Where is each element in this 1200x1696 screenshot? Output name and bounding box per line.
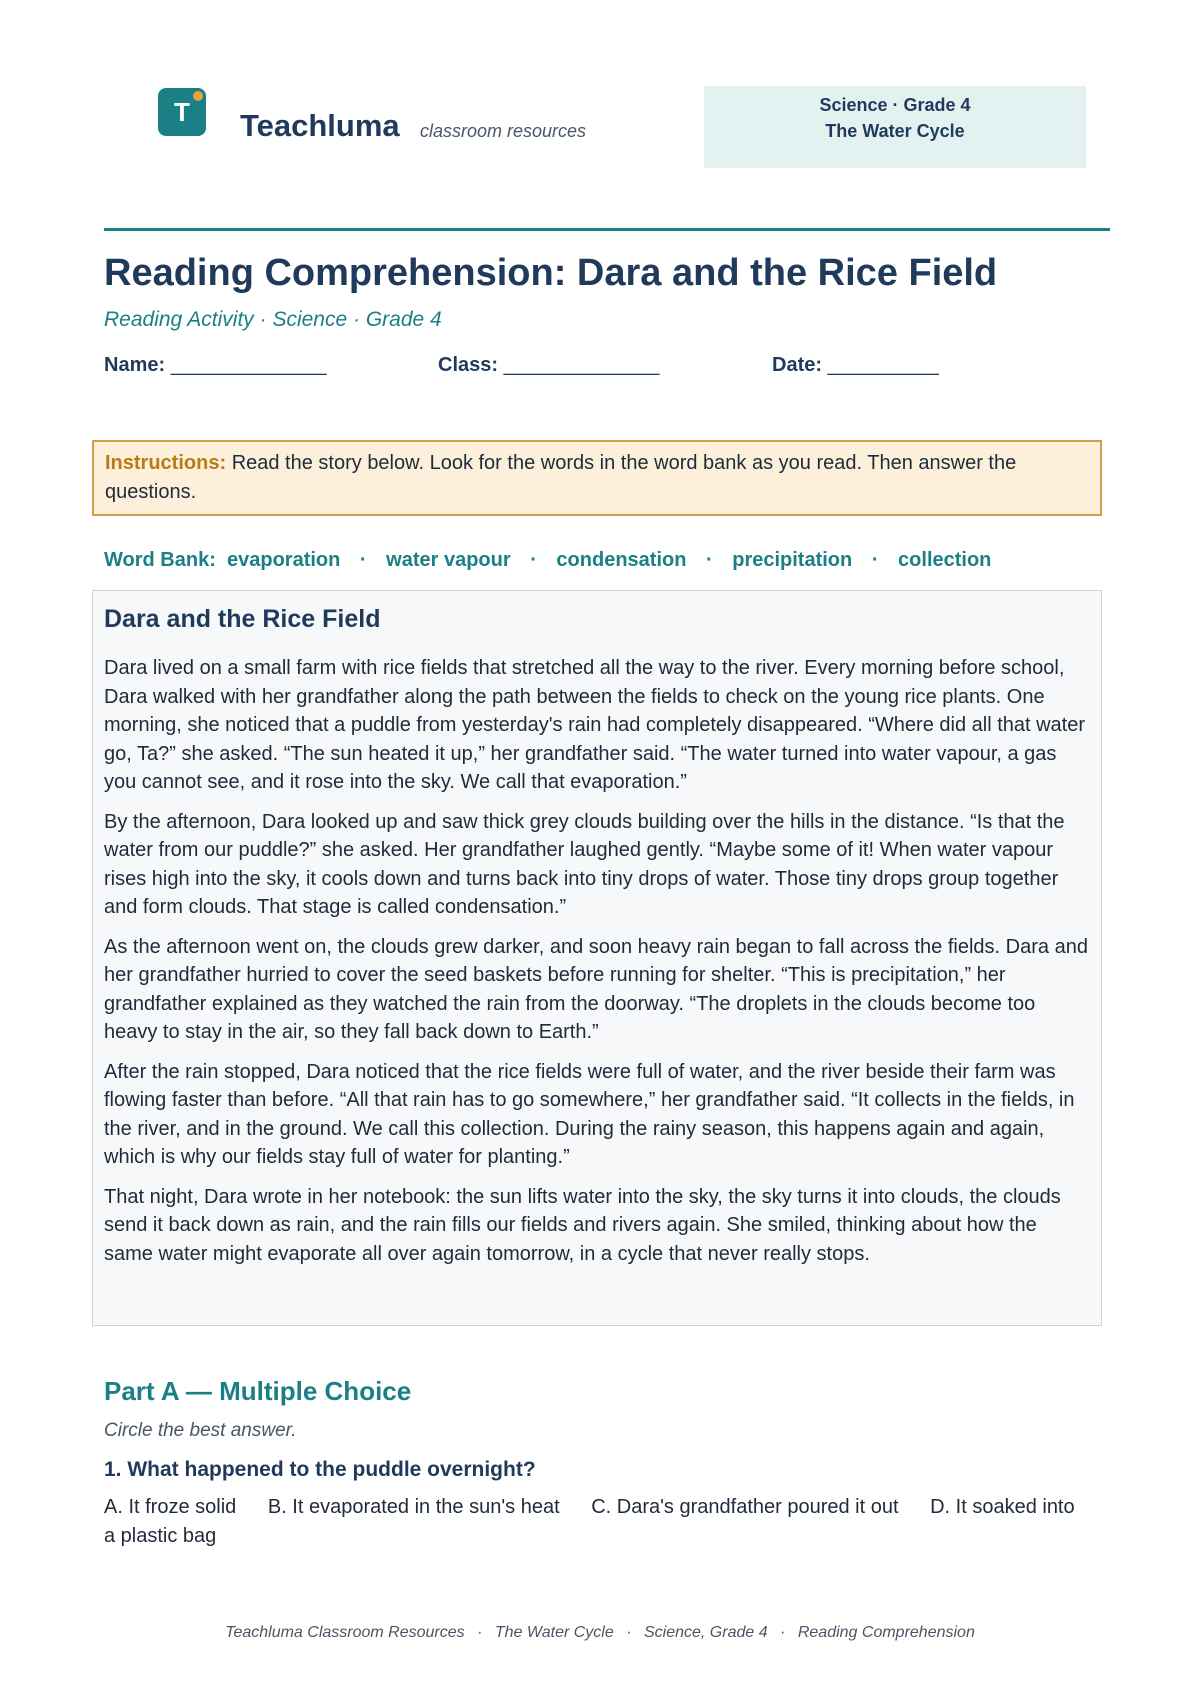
- part-a-heading: Part A — Multiple Choice: [104, 1376, 412, 1406]
- word-bank-separator: ·: [359, 549, 367, 571]
- word-bank-label: Word Bank:: [104, 549, 216, 571]
- story-title: Dara and the Rice Field: [104, 605, 381, 633]
- instructions-text: Read the story below. Look for the words in the word bank as you read. Then answer the questions.: [105, 452, 1017, 503]
- header-divider: [104, 228, 1110, 231]
- footer-item: Reading Comprehension: [797, 1624, 975, 1641]
- word-bank-word: evaporation: [226, 549, 341, 571]
- footer-separator: ·: [477, 1624, 483, 1641]
- badge-subject-grade: Science · Grade 4: [819, 95, 971, 115]
- question-1: 1. What happened to the puddle overnight?: [104, 1458, 536, 1481]
- story-paragraph: As the afternoon went on, the clouds grew darker, and soon heavy rain began to fall across the fields. Dara and her grandfather hurried to cover the seed baskets before running for shelter. “This is precipitation,” her grandfather explained as they watched the rain from the doorway. “The droplets in the clouds become too heavy to stay in the air, so they fall back down to Earth.”: [104, 935, 1088, 1043]
- story-paragraph: Dara lived on a small farm with rice fields that stretched all the way to the river. Every morning before school, Dara walked with her grandfather along the path between the fields to check on the young rice plants. One morning, she noticed that a puddle from yesterday's rain had completely disappeared. “Where did all that water go, Ta?” she asked. “The sun heated it up,” her grandfather said. “The water turned into water vapour, a gas you cannot see, and it rose into the sky. We call that evaporation.”: [104, 657, 1086, 793]
- brand-tagline: classroom resources: [420, 121, 587, 141]
- story-paragraph: By the afternoon, Dara looked up and saw thick grey clouds building over the hills in the distance. “Is that the water from our puddle?” she asked. Her grandfather laughed gently. “Maybe some of it! When water vapour rises high into the sky, it cools down and turns back into tiny drops of water. Those tiny drops group together and form clouds. That stage is called condensation.”: [104, 810, 1065, 918]
- name-label: Name:: [104, 354, 166, 376]
- date-field[interactable]: [772, 354, 939, 377]
- subject-badge: [704, 86, 1086, 168]
- story-paragraph: After the rain stopped, Dara noticed that the rice fields were full of water, and the river beside their farm was flowing faster than before. “All that rain has to go somewhere,” her grandfather said. “It collects in the fields, in the river, and in the ground. We call this collection. During the rainy season, this happens again and again, which is why our fields stay full of water for planting.”: [104, 1060, 1075, 1168]
- class-field[interactable]: [438, 354, 659, 377]
- word-bank-word: condensation: [556, 549, 687, 571]
- class-line[interactable]: ______________: [503, 354, 660, 376]
- part-a-note: Circle the best answer.: [104, 1420, 297, 1441]
- word-bank-separator: ·: [530, 549, 537, 571]
- page-header: [104, 86, 1086, 170]
- brand-name: Teachluma: [240, 108, 400, 143]
- page-footer: [0, 1624, 1200, 1642]
- footer-separator: ·: [626, 1624, 632, 1641]
- story-box: [92, 590, 1102, 1326]
- name-line[interactable]: ______________: [170, 354, 327, 376]
- page-title: Reading Comprehension: Dara and the Rice Field: [104, 252, 998, 294]
- word-bank-word: collection: [898, 549, 992, 571]
- badge-topic: The Water Cycle: [825, 121, 965, 141]
- logo-letter: T: [174, 96, 190, 127]
- date-label: Date:: [772, 354, 823, 376]
- word-bank-word: water vapour: [386, 549, 511, 571]
- word-bank-separator: ·: [871, 549, 879, 571]
- question-1-options: [104, 1493, 1084, 1550]
- word-bank-word: precipitation: [732, 549, 853, 571]
- logo-icon: [158, 88, 206, 136]
- logo-dot: [193, 91, 203, 101]
- footer-separator: ·: [780, 1624, 786, 1641]
- instructions-box: [92, 440, 1102, 516]
- footer-item: The Water Cycle: [494, 1624, 614, 1641]
- page-subtitle: Reading Activity · Science · Grade 4: [104, 308, 442, 331]
- student-fields: [104, 354, 1104, 384]
- instructions-label: Instructions:: [105, 452, 227, 474]
- footer-item: Teachluma Classroom Resources: [225, 1624, 465, 1641]
- footer-item: Science, Grade 4: [643, 1624, 768, 1641]
- class-label: Class:: [438, 354, 499, 376]
- option-c[interactable]: C. Dara's grandfather poured it out: [591, 1496, 899, 1518]
- option-a[interactable]: A. It froze solid: [104, 1496, 237, 1518]
- word-bank-separator: ·: [706, 549, 713, 571]
- option-b[interactable]: B. It evaporated in the sun's heat: [267, 1496, 560, 1518]
- word-bank: [104, 549, 991, 572]
- name-field[interactable]: [104, 354, 326, 377]
- option-d[interactable]: D. It soaked into a plastic bag: [104, 1496, 1075, 1547]
- date-line[interactable]: __________: [827, 354, 939, 376]
- story-paragraph: That night, Dara wrote in her notebook: the sun lifts water into the sky, the sky turns it into clouds, the clouds send it back down as rain, and the rain fills our fields and rivers again. She smiled, thinking about how the same water might evaporate all over again tomorrow, in a cycle that never really stops.: [104, 1185, 1061, 1265]
